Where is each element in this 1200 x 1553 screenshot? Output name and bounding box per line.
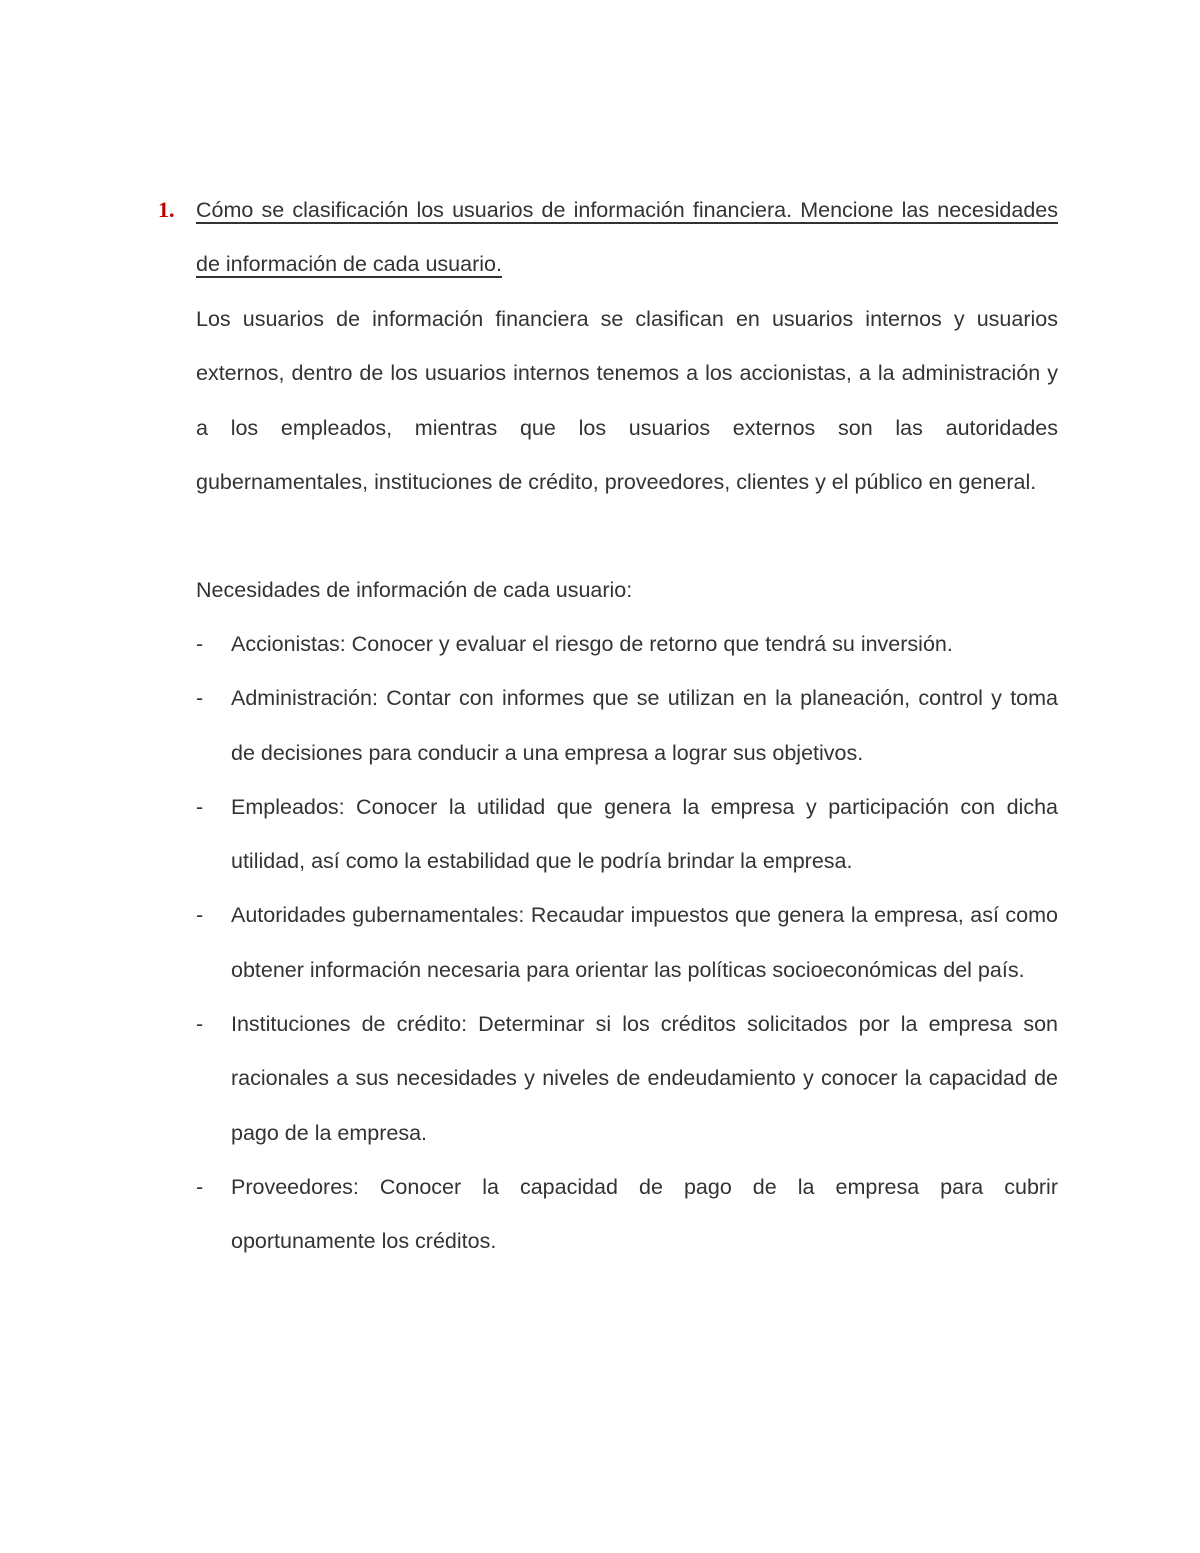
list-item-empleados: [196, 780, 1058, 889]
question-title-text: Cómo se clasificación los usuarios de información financiera. Mencione las necesidades de información de cada usuario.: [196, 198, 1058, 276]
list-item-administracion: [196, 671, 1058, 780]
list-dash: -: [196, 1174, 204, 1199]
list-dash: -: [196, 1012, 204, 1037]
question-title: [196, 183, 1058, 291]
list-dash: -: [196, 794, 204, 819]
list-dash: -: [196, 903, 204, 928]
list-item-text: Accionistas: Conocer y evaluar el riesgo de retorno que tendrá su inversión.: [231, 632, 953, 656]
needs-heading: Necesidades de información de cada usuario:: [196, 578, 633, 602]
list-item-instituciones: [196, 997, 1058, 1160]
list-item-proveedores: [196, 1160, 1058, 1269]
list-item-autoridades: [196, 888, 1058, 997]
needs-list: [196, 617, 1058, 1269]
list-item-accionistas: [196, 617, 1058, 671]
list-item-text: Proveedores: Conocer la capacidad de pago de la empresa para cubrir oportunamente los créditos.: [231, 1174, 1058, 1254]
list-dash: -: [196, 686, 204, 711]
list-item-text: Instituciones de crédito: Determinar si los créditos solicitados por la empresa son racionales a sus necesidades y niveles de endeudamiento y conocer la capacidad de pago de la empresa.: [231, 1012, 1058, 1145]
list-item-text: Autoridades gubernamentales: Recaudar impuestos que genera la empresa, así como obtener información necesaria para orientar las políticas socioeconómicas del país.: [231, 903, 1058, 982]
question-number: 1.: [158, 197, 175, 222]
list-dash: -: [196, 632, 204, 656]
intro-paragraph: Los usuarios de información financiera se clasifican en usuarios internos y usuarios externos, dentro de los usuarios internos tenemos a los accionistas, a la administración y a los empleados, mientras que los usuarios externos son las autoridades gubernamentales, instituciones de crédito, proveedores, clientes y el público en general.: [196, 307, 1058, 494]
list-item-text: Empleados: Conocer la utilidad que genera la empresa y participación con dicha utilidad, así como la estabilidad que le podría brindar la empresa.: [231, 794, 1058, 874]
list-item-text: Administración: Contar con informes que se utilizan en la planeación, control y toma de decisiones para conducir a una empresa a lograr sus objetivos.: [231, 686, 1058, 765]
